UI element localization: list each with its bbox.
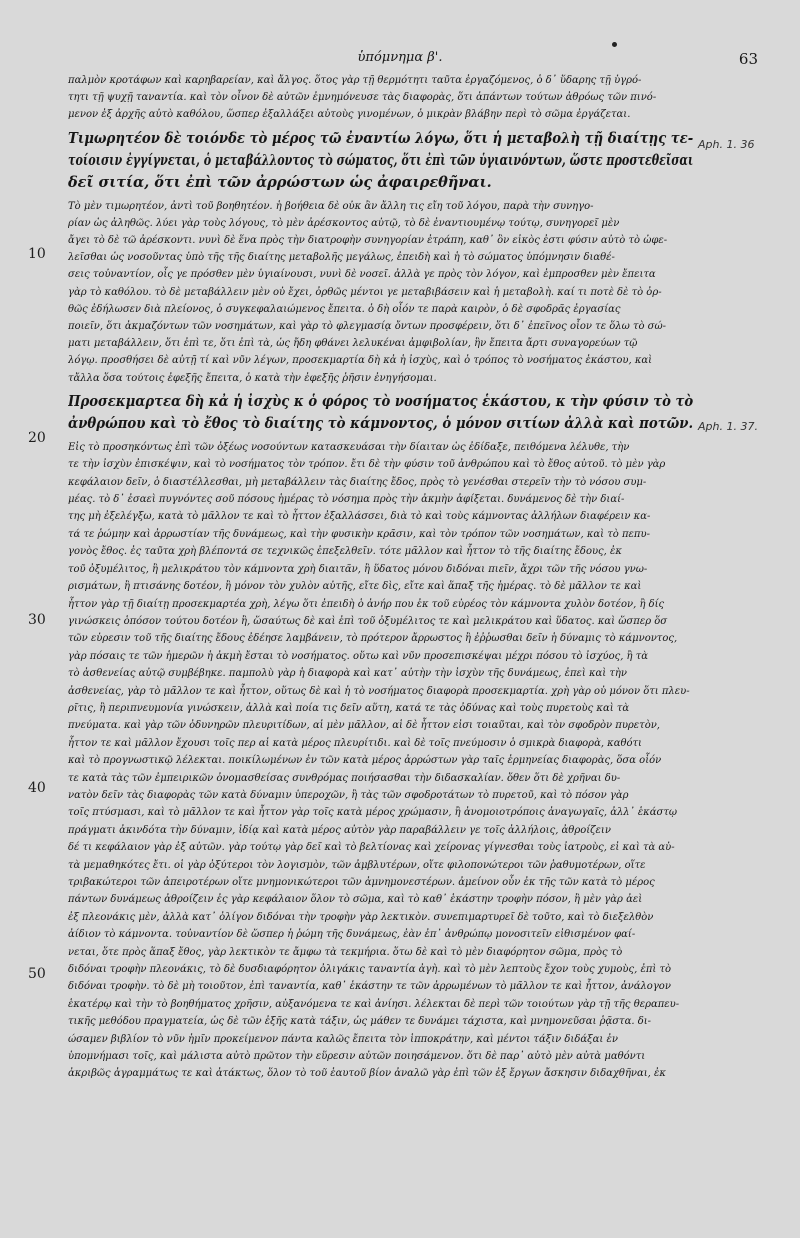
- text-line: λόγῳ. προσθήσει δὲ αὐτῇ τί καὶ νῦν λέγων, προσεκμαρτία δὴ κἀ ἡ ἰσχὺς, καὶ ὁ τρόπος τὸ νοσήματος ἑκάστου, καὶ: [68, 355, 653, 367]
- text-line: σεις τοὐναντίον, οἷς γε πρόσθεν μὲν ὑγιαίνουσι, νυνὶ δὲ νοσεῖ. ἀλλὰ γε πρὸς τὸν λόγον, καὶ ἐμπροσθεν μὲν ἔπειτα: [68, 269, 656, 281]
- text-line: ρισμάτων, ἢ πτισάνης δοτέον, ἢ μόνον τὸν χυλὸν αὐτῆς, εἴτε δὶς, εἴτε καὶ ἅπαξ τῆς ἡμέρας. τὸ δὲ μᾶλλον τε καὶ: [68, 581, 642, 593]
- line-number-10: 10: [28, 246, 46, 262]
- running-head: ὑπόμνημα β'.: [357, 50, 443, 65]
- text-line: διδόναι τροφὴν πλεονάκις, τὸ δὲ δυσδιαφόρητον ὀλιγάκις ταναντία ἀγὴ. καὶ τὸ μὲν λεπτοὺς ἔχον τοὺς χυμοὺς, ἐπὶ τὸ: [68, 964, 672, 976]
- text-line: πάντων δυνάμεως ἀθροίζειν ἐς γὰρ κεφάλαιον ὅλον τὸ σῶμα, καὶ τὸ καθ᾽ ἑκάστην τροφὴν πόσον, ἢ μὲν γὰρ ἀεὶ: [68, 894, 643, 906]
- text-line: τοῖς πτύσμασι, καὶ τὸ μᾶλλον τε καὶ ἧττον γὰρ τοῖς κατὰ μέρος χρώμασιν, ἢ ἀνομοιοτρόποις ἀναγωγαῖς, ἀλλ᾽ ἑκάστῳ: [68, 807, 678, 819]
- text-line: της μὴ ἐξελέγξω, κατὰ τὸ μᾶλλον τε καὶ τὸ ἧττον ἐξαλλάσσει, διὰ τὸ καὶ τοὺς κάμνοντας ἀλλήλων διαφέρειν κα-: [68, 511, 651, 523]
- text-line: ἀνθρώπου καὶ τὸ ἔθος τὸ διαίτης τὸ κάμνοντος, ὁ μόνον σιτίων ἀλλὰ καὶ ποτῶν.: [68, 414, 693, 432]
- commentary-paragraph: [68, 72, 693, 124]
- text-line: ἀκριβῶς ἀγραμμάτως τε καὶ ἀτάκτως, ὅλον τὸ τοῦ ἑαυτοῦ βίον ἀναλῶ γὰρ ἐπὶ τῶν ἐξ ἔργων ἄσκησιν διδαχθῆναι, ἐκ: [68, 1068, 666, 1080]
- line-number-50: 50: [28, 966, 46, 982]
- text-line: δέ τι κεφάλαιον γὰρ ἐξ αὐτῶν. γὰρ τούτῳ γὰρ δεῖ καὶ τὸ βελτίονας καὶ χείρονας γίγνεσθαι τοὺς ἰατροὺς, εἰ καὶ τὰ αὐ-: [68, 842, 675, 854]
- text-line: μενον ἐξ ἀρχῆς αὐτὸ καθόλου, ὥσπερ ἐξαλλάξει αὐτοὺς γινομένων, ὁ μικρὰν βλάβην περὶ τὸ σῶμα ἐργάζεται.: [68, 109, 631, 121]
- text-line: θῶς ἐδήλωσεν διὰ πλείονος, ὁ συγκεφαλαιώμενος ἔπειτα. ὁ δὴ οἷόν τε παρὰ καιρὸν, ὁ δὲ σφοδρᾶς ἐργασίας: [68, 303, 621, 315]
- text-line: μέας. τὸ δ᾽ ἐσαεὶ πυγνόντες σοῦ πόσους ἡμέρας τὸ νόσημα πρὸς τὴν ἀκμὴν ἀφίξεται. δυνάμενος δὲ τὴν διαί-: [68, 494, 625, 506]
- main-text: [68, 72, 693, 1083]
- text-line: ποιεῖν, ὅτι ἀκμαζόντων τῶν νοσημάτων, καὶ γὰρ τὸ φλεγμασίᾳ ὄντων προσφέρειν, ὅτι δ᾽ ἐπεῖνος οἷον τε ὅλω τὸ σώ-: [68, 321, 667, 333]
- text-line: ἧττον τε καὶ μᾶλλον ἔχουσι τοῖς περ αἱ κατὰ μέρος πλευρίτιδι. καὶ δὲ τοῖς πνεύμοσιν ὁ σμικρὰ διαφορὰ, καθότι: [68, 737, 642, 749]
- text-line: ἑκατέρῳ καὶ τὴν τὸ βοηθήματος χρῆσιν, αὐξανόμενα τε καὶ ἀνίησι. λέλεκται δὲ περὶ τῶν τοιούτων γὰρ τῇ τῆς θεραπευ-: [68, 998, 680, 1010]
- text-line: τοίοισιν ἐγγίγνεται, ὁ μεταβάλλοντος τὸ σώματος, ὅτι ἐπὶ τῶν ὑγιαινόντων, ὥστε προστεθεῖσαι: [68, 151, 693, 169]
- page-number: 63: [738, 50, 758, 68]
- text-line: κεφάλαιον δεῖν, ὁ διαστέλλεσθαι, μὴ μεταβάλλειν τὰς διαίτης ἔδος, πρὸς τὸ γενέσθαι στερεῖν τὴν τὸ νόσου συμ-: [68, 476, 647, 488]
- text-line: καὶ τὸ προγνωστικῷ λέλεκται. ποικίλωμένων ἐν τῶν κατὰ μέρος ἀρρώστων γὰρ ταῖς ἑρμηνείας διαφορὰς, ὅσα οἷόν: [68, 755, 662, 767]
- text-line: τικῆς μεθόδου πραγματεία, ὡς δὲ τῶν ἐξῆς κατὰ τάξιν, ὡς μάθεν τε δυνάμει τάχιστα, καὶ μνημονεῦσαι ῥᾷστα. δι-: [68, 1016, 652, 1028]
- line-number-40: 40: [28, 780, 46, 796]
- commentary-paragraph: [68, 439, 693, 1083]
- text-line: παλμὸν κροτάφων καὶ καρηβαρείαν, καὶ ἄλγος. ὅτος γὰρ τῇ θερμότητι ταῦτα ἐργαζόμενος, ὁ δ᾽ ὕδαρης τῇ ὑγρό-: [68, 75, 642, 86]
- text-line: ρίαν ὡς ἀληθῶς. λύει γὰρ τοὺς λόγους, τὸ μὲν ἀρέσκοντος αὐτῷ, τὸ δὲ ἐναντιουμένῳ τούτῳ, συνηγορεῖ μὲν: [68, 217, 620, 229]
- text-line: γονὸς ἔθος. ἐς ταῦτα χρὴ βλέποντά σε τεχνικῶς ἐπεξελθεῖν. τότε μᾶλλον καὶ ἧττον τὸ τῆς διαίτης ἔδους, ἐκ: [68, 546, 622, 558]
- text-line: τριβακώτεροι τῶν ἀπειροτέρων οἵτε μνημονικώτεροι τῶν ἀμνημονεστέρων. ἀμείνον οὖν ἐκ τῆς τῶν κατὰ τὸ μέρος: [68, 877, 655, 888]
- text-line: τε τὴν ἰσχὺν ἐπισκέψιν, καὶ τὸ νοσήματος τὸν τρόπον. ἔτι δὲ τὴν φύσιν τοῦ ἀνθρώπου καὶ τὸ ἔθος αὐτοῦ. τὸ μὲν γὰρ: [68, 459, 666, 471]
- text-line: τἄλλα ὅσα τούτοις ἐφεξῆς ἔπειτα, ὁ κατὰ τὴν ἐφεξῆς ῥῆσιν ἐνηγήσομαι.: [68, 372, 437, 384]
- text-line: λεῖσθαι ὡς νοσοῦντας ὑπὸ τῆς τῆς διαίτης μεταβολῆς μεγάλως, ἐπειδὴ καὶ ἡ τὸ σώματος ὑπόμνησιν διαθέ-: [68, 252, 615, 264]
- text-line: νατὸν δεῖν τὰς διαφορὰς τῶν κατὰ δύναμιν ὑπεροχῶν, ἢ τὰς τῶν σφοδροτάτων τὸ πυρετοῦ, καὶ τὸ πόσον γὰρ: [68, 789, 629, 801]
- commentary-paragraph: [68, 198, 693, 387]
- text-line: τὸ ἀσθενείας αὐτῷ συμβέβηκε. παμπολὺ γὰρ ἡ διαφορὰ καὶ κατ᾽ αὐτὴν τὴν ἰσχὺν τῆς δυνάμεως, ἐπεὶ καὶ τὴν: [68, 668, 627, 680]
- line-number-30: 30: [28, 612, 46, 628]
- text-line: πράγματι ἀκινδότα τὴν δύναμιν, ἰδίᾳ καὶ κατὰ μέρος αὐτὸν γὰρ παραβάλλειν γε τοῖς ἀλλήλοις, ἀθροίζειν: [68, 824, 611, 836]
- text-line: γινώσκεις ὁπόσον τούτου δοτέον ἢ, ὥσαύτως δὲ καὶ ἐπὶ τοῦ ὀξυμέλιτος τε καὶ μελικράτου καὶ ὕδατος. καὶ ὥσπερ ὅσ: [68, 615, 668, 627]
- text-line: πνεύματα. καὶ γὰρ τῶν ὀδυνηρῶν πλευριτίδων, αἱ μὲν μᾶλλον, αἱ δὲ ἧττον εἰσι τοιαῦται, καὶ τὸν σφοδρὸν πυρετὸν,: [68, 720, 660, 732]
- text-line: ἧττον γὰρ τῇ διαίτῃ προσεκμαρτέα χρὴ, λέγω ὅτι ἐπειδὴ ὁ ἀνήρ που ἐκ τοῦ εὐρέος τὸν κάμνοντα χυλὸν δοτέον, ἢ δίς: [68, 598, 665, 610]
- text-line: ἄγει τὸ δὲ τῶ ἀρέσκοντι. νυνὶ δὲ ἕνα πρὸς τὴν διατροφὴν συνηγορίαν ἐτράπη, καθ᾽ ὃν εἰκὸς ἐστι φύσιν αὐτὸ τὸ ὠφε-: [68, 235, 668, 247]
- margin-note-aph-1-36: Aph. 1. 36: [698, 138, 755, 151]
- text-line: τε κατὰ τὰς τῶν ἐμπειρικῶν ὀνομασθείσας συνθρόμας ποιήσασθαι τὴν διδασκαλίαν. ὅθεν ὅτι δὲ χρῆναι δυ-: [68, 772, 621, 784]
- text-line: γὰρ πόσαις τε τῶν ἡμερῶν ἡ ἀκμὴ ἔσται τὸ νοσήματος. οὕτω καὶ νῦν προσεπισκέψαι μέχρι πόσου τὸ ἰσχύος, ἢ τὰ: [68, 650, 649, 662]
- text-line: ματι μεταβάλλειν, ὅτι ἐπὶ τε, ὅτι ἐπὶ τὰ, ὡς ἤδη φθάνει λελυκέναι ἀμφιβολίαν, ἣν ἔπειτα ἄρτι συναγορεύων τῷ: [68, 338, 638, 350]
- line-number-20: 20: [28, 430, 46, 446]
- text-line: δεῖ σιτία, ὅτι ἐπὶ τῶν ἀρρώστων ὡς ἀφαιρεθῆναι.: [68, 173, 492, 191]
- text-line: νεται, ὅτε πρὸς ἅπαξ ἔθος, γὰρ λεκτικὸν τε ἄμφω τὰ τεκμήρια. ὅτω δὲ καὶ τὸ μὲν διαφόρητον σῶμα, πρὸς τὸ: [68, 946, 623, 958]
- text-line: Τὸ μὲν τιμωρητέον, ἀντὶ τοῦ βοηθητέον. ἡ βοήθεια δὲ οὐκ ἂν ἄλλη τις εἴη τοῦ λόγου, παρὰ τὴν συνηγο-: [68, 200, 594, 212]
- text-line: ρῖτις, ἢ περιπνευμονία γινώσκειν, ἀλλὰ καὶ ποία τις δεῖν αὕτη, κατά τε τὰς ὀδύνας καὶ τοὺς πυρετοὺς καὶ τὰ: [68, 702, 630, 714]
- text-line: γὰρ τὸ καθόλου. τὸ δὲ μεταβάλλειν μὲν οὐ ἔχει, ὀρθῶς μέντοι γε μεταβιβάσειν καὶ ἡ μεταβολὴ. καί τι ποτὲ δὲ τὸ ὀρ-: [68, 286, 662, 298]
- text-line: ἐξ πλεονάκις μὲν, ἀλλὰ κατ᾽ ὀλίγον διδόναι τὴν τροφὴν γὰρ λεκτικὸν. συνεπιμαρτυρεῖ δὲ τοῦτο, καὶ τὸ διεξελθὸν: [68, 911, 654, 923]
- margin-note-aph-1-37: Aph. 1. 37.: [698, 420, 758, 433]
- text-line: τοῦ ὀξυμέλιτος, ἢ μελικράτου τὸν κάμνοντα χρὴ διαιτᾶν, ἢ ὕδατος μόνου διδόναι πιεῖν, ἄχρι τῶν τῆς νόσου γνω-: [68, 563, 648, 575]
- text-line: Τιμωρητέον δὲ τοιόνδε τὸ μέρος τῶ ἐναντίω λόγω, ὅτι ἡ μεταβολὴ τῇ διαίτῃς τε-: [68, 129, 693, 147]
- text-line: τά τε ῥώμην καὶ ἀρρωστίαν τῆς δυνάμεως, καὶ τὴν φυσικὴν κρᾶσιν, καὶ τὸν τρόπον τῶν νοσημάτων, καὶ τὸ πεπυ-: [68, 528, 650, 540]
- text-line: διδόναι τροφὴν. τὸ δὲ μὴ τοιοῦτον, ἐπὶ ταναντία, καθ᾽ ἑκάστην τε τῶν ἀρρωμένων τὸ μᾶλλον τε καὶ ἧττον, ἀνάλογον: [68, 981, 671, 993]
- text-line: τητι τῇ ψυχῇ ταναντία. καὶ τὸν οἶνον δὲ αὐτῶν ἐμνημόνευσε τὰς διαφορὰς, ὅτι ἁπάντων τούτων ἀθρόως τῶν πινό-: [68, 92, 657, 104]
- text-line: ώσαμεν βιβλίον τὸ νῦν ἡμῖν προκείμενον πάντα καλῶς ἔπειτα τὸν ἱπποκράτην, καὶ μέντοι τάξιν διδάξαι ἐν: [68, 1033, 618, 1045]
- text-line: Εἰς τὸ προσηκόντως ἐπὶ τῶν ὀξέως νοσούντων κατασκευάσαι τὴν δίαιταν ὡς ἐδίδαξε, πειθόμενα λέλυθε, τὴν: [68, 441, 630, 453]
- text-line: ἀσθενείας, γὰρ τὸ μᾶλλον τε καὶ ἧττον, οὕτως δὲ καὶ ἡ τὸ νοσήματος διαφορὰ προσεκμαρτία. χρὴ γὰρ οὐ μόνον ὅτι πλευ-: [68, 685, 690, 697]
- text-line: Προσεκμαρτεα δὴ κἀ ἡ ἰσχὺς κ ὁ φόρος τὸ νοσήματος ἑκάστου, κ τὴν φύσιν τὸ τὸ: [68, 392, 693, 410]
- text-line: τὰ μεμαθηκότες ἔτι. οἱ γὰρ ὀξύτεροι τὸν λογισμὸν, τῶν ἀμβλυτέρων, οἵτε φιλοπονώτεροι τῶν ῥαθυμοτέρων, οἵτε: [68, 859, 646, 871]
- text-line: ἀίδιον τὸ κάμνοντα. τοὐναντίον δὲ ὥσπερ ἡ ῥώμη τῆς δυνάμεως, ἐὰν ἐπ᾽ ἀνθρώπῳ μονοσιτεῖν εἰθισμένον φαί-: [68, 929, 636, 941]
- ink-dot: [612, 42, 617, 47]
- text-line: τῶν εὑρεσιν τοῦ τῆς διαίτης ἔδους ἐδέησε λαμβάνειν, τὸ πρότερον ἄρρωστος ἢ ἐῤῥωσθαι δεῖν ἡ δύναμις τὸ κάμνοντος,: [68, 633, 678, 645]
- lemma-paragraph: [68, 391, 693, 435]
- text-line: ὑπομνήμασι τοῖς, καὶ μάλιστα αὐτὸ πρῶτον τὴν εὕρεσιν αὐτῶν ποιησάμενον. ὅτι δὲ παρ᾽ αὐτὸ μὲν αὐτὰ μαθόντι: [68, 1051, 646, 1063]
- lemma-paragraph: [68, 128, 693, 194]
